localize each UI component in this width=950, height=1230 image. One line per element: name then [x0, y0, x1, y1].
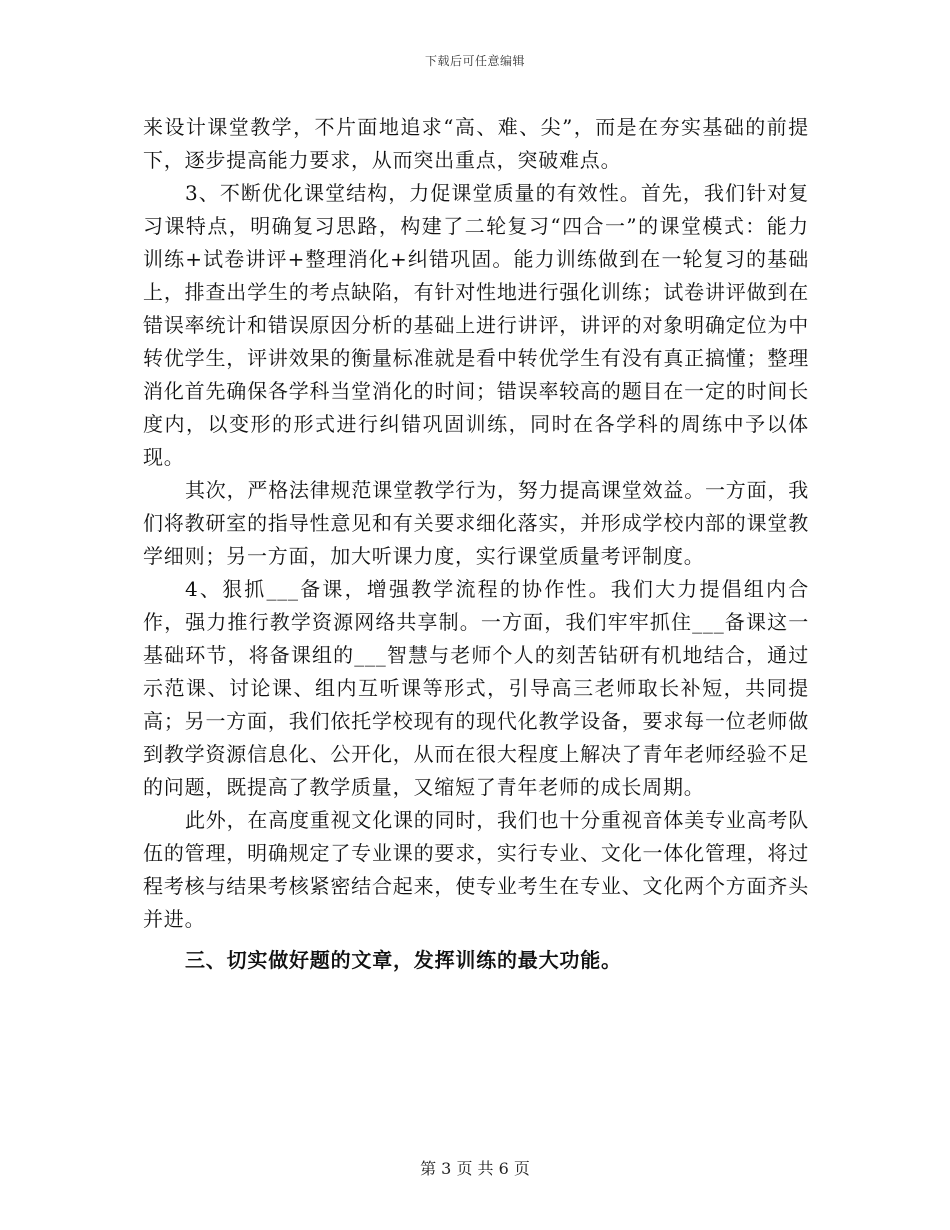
- paragraph-arts-sports: 此外，在高度重视文化课的同时，我们也十分重视音体美专业高考队伍的管理，明确规定了专业课的要求，实行专业、文化一体化管理，将过程考核与结果考核紧密结合起来，使专业考生在专业、文化两个方面齐头并进。: [143, 808, 809, 931]
- paragraph-teaching-behavior: 其次，严格法律规范课堂教学行为，努力提高课堂效益。一方面，我们将教研室的指导性意见和有关要求细化落实，并形成学校内部的课堂教学细则；另一方面，加大听课力度，实行课堂质量考评制度。: [143, 478, 809, 568]
- page-header: 下载后可任意编辑: [424, 54, 525, 68]
- document-body: [143, 111, 809, 977]
- section-heading: 三、切实做好题的文章，发挥训练的最大功能。: [185, 948, 622, 972]
- paragraph-continuation: 来设计课堂教学，不片面地追求“高、难、尖”，而是在夯实基础的前提下，逐步提高能力要求，从而突出重点，突破难点。: [143, 115, 809, 172]
- paragraph-classroom-structure: 3、不断优化课堂结构，力促课堂质量的有效性。首先，我们针对复习课特点，明确复习思路，构建了二轮复习“四合一”的课堂模式：能力训练+试卷讲评+整理消化+纠错巩固。能力训练做到在一轮复习的基础上，排查出学生的考点缺陷，有针对性地进行强化训练；试卷讲评做到在错误率统计和错误原因分析的基础上进行讲评，讲评的对象明确定位为中转优学生，评讲效果的衡量标准就是看中转优学生有没有真正搞懂；整理消化首先确保各学科当堂消化的时间；错误率较高的题目在一定的时间长度内，以变形的形式进行纠错巩固训练，同时在各学科的周练中予以体现。: [143, 181, 809, 469]
- paragraph-lesson-preparation: 4、狠抓___备课，增强教学流程的协作性。我们大力提倡组内合作，强力推行教学资源网络共享制。一方面，我们牢牢抓住___备课这一基础环节，将备课组的___智慧与老师个人的刻苦钻研有机地结合，通过示范课、讨论课、组内互听课等形式，引导高三老师取长补短，共同提高；另一方面，我们依托学校现有的现代化教学设备，要求每一位老师做到教学资源信息化、公开化，从而在很大程度上解决了青年老师经验不足的问题，既提高了教学质量，又缩短了青年老师的成长周期。: [143, 577, 809, 799]
- page-footer: 第 3 页 共 6 页: [420, 1159, 530, 1178]
